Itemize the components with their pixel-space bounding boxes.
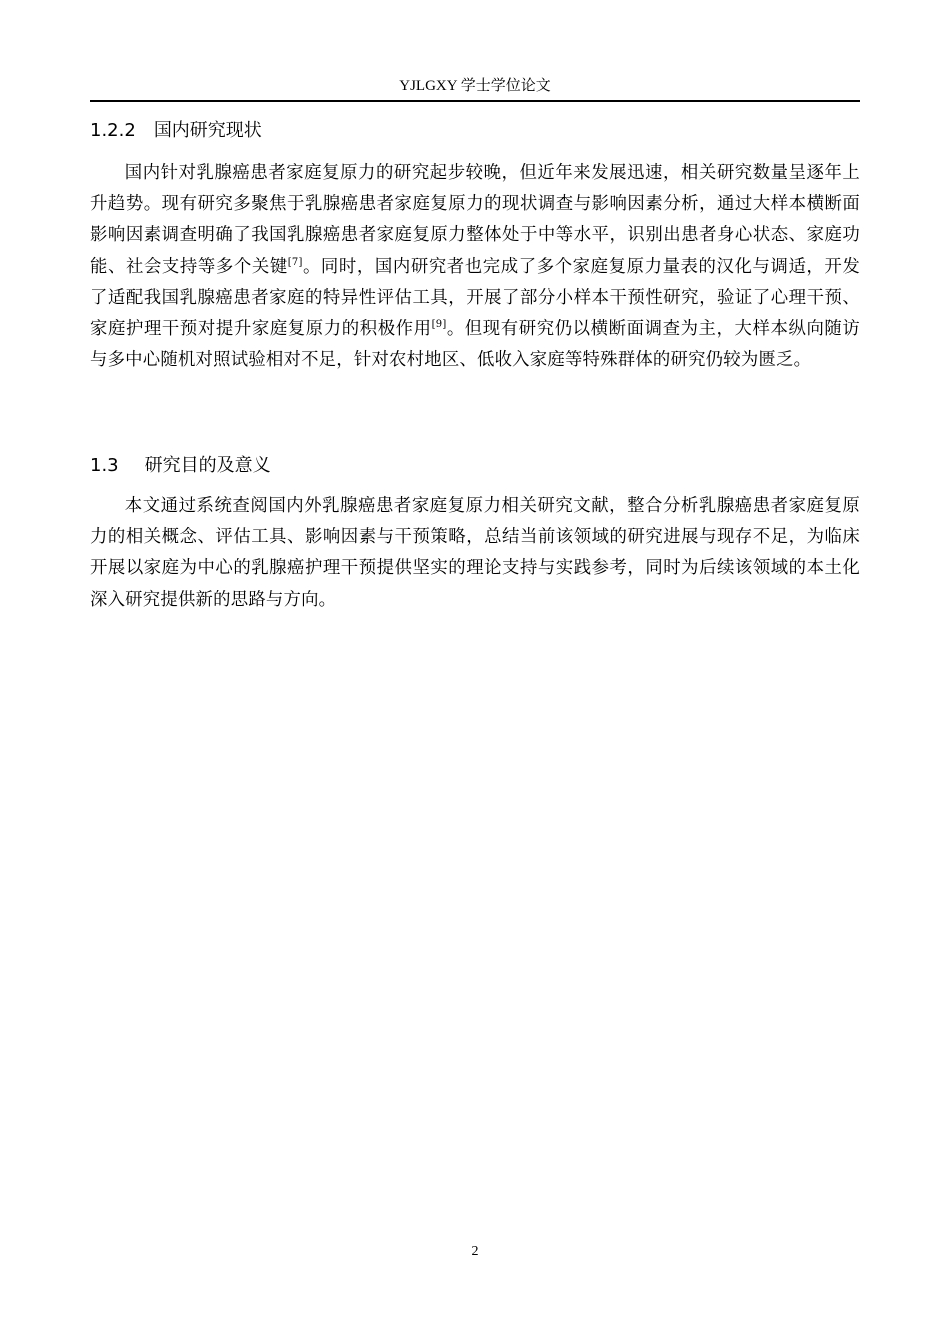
header-divider bbox=[90, 100, 860, 102]
section-number: 1.2.2 bbox=[90, 120, 136, 141]
page-header: YJLGXY 学士学位论文 bbox=[399, 78, 551, 94]
body-paragraph-domestic-research bbox=[90, 158, 860, 376]
section-heading-1-2-2 bbox=[90, 119, 262, 143]
page-number: 2 bbox=[471, 1244, 479, 1259]
body-paragraph-research-purpose: 本文通过系统查阅国内外乳腺癌患者家庭复原力相关研究文献，整合分析乳腺癌患者家庭复原力的相关概念、评估工具、影响因素与干预策略，总结当前该领域的研究进展与现存不足，为临床开展以家庭为中心的乳腺癌护理干预提供坚实的理论支持与实践参考，同时为后续该领域的本土化深入研究提供新的思路与方向。 bbox=[90, 496, 860, 610]
paragraph-text: 国内针对乳腺癌患者家庭复原力的研究起步较晚，但近年来发展迅速，相关研究数量呈逐年上升趋势。现有研究多聚焦于乳腺癌患者家庭复原力的现状调查与影响因素分析，通过大样本横断面影响因素调查明确了我国乳腺癌患者家庭复原力整体处于中等水平，识别出患者身心状态、家庭功能、社会支持等多个关键 bbox=[90, 163, 860, 277]
section-title: 研究目的及意义 bbox=[144, 455, 271, 476]
citation-9: [9] bbox=[431, 319, 447, 331]
citation-7: [7] bbox=[287, 256, 303, 268]
section-heading-1-3 bbox=[90, 454, 271, 478]
section-number: 1.3 bbox=[90, 455, 119, 476]
section-title: 国内研究现状 bbox=[153, 120, 262, 141]
paragraph-text: 。同时，国内研究者也完成了多个家庭复原力量表的汉化与调适，开发了适配我国乳腺癌患者家庭的特异性评估工具，开展了部分小样本干预性研究，验证了心理干预、家庭护理干预对提升家庭复原力的积极作用 bbox=[90, 256, 860, 340]
paragraph-text: 。但现有研究仍以横断面调查为主，大样本纵向随访与多中心随机对照试验相对不足，针对农村地区、低收入家庭等特殊群体的研究仍较为匮乏。 bbox=[90, 319, 860, 371]
